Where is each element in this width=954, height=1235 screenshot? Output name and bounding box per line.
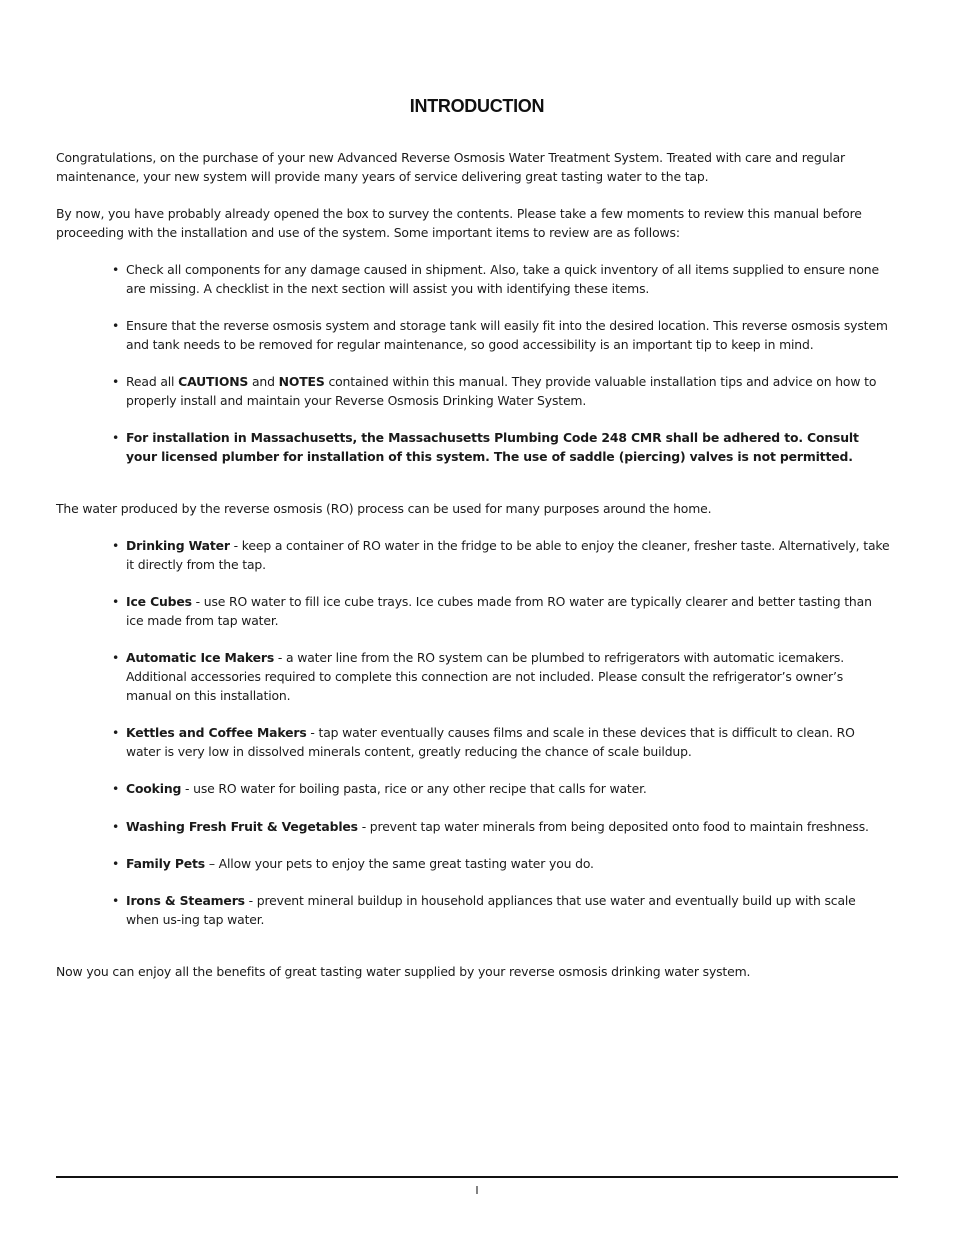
bullet-icon: • [112, 781, 120, 796]
review-item-text: Ensure that the reverse osmosis system and storage tank will easily fit into the desired location. This reverse osmosis system and tank needs to be removed for regular maintenance, so good accessibility is an important tip to keep in mind. [126, 318, 888, 352]
bullet-icon: • [112, 430, 120, 445]
closing-paragraph: Now you can enjoy all the benefits of great tasting water supplied by your reverse osmosis drinking water system. [56, 964, 751, 979]
bullet-icon: • [112, 374, 120, 389]
use-term: Automatic Ice Makers [126, 650, 275, 665]
uses-intro: The water produced by the reverse osmosis (RO) process can be used for many purposes around the home. [56, 501, 712, 516]
review-item-post: contained within this manual. They provide valuable installation tips and advice on how to properly install and maintain your Reverse Osmosis Drinking Water System. [126, 374, 877, 408]
use-desc: - prevent mineral buildup in household appliances that use water and eventually build up with scale when us-ing tap water. [126, 893, 856, 927]
page-number: I [475, 1184, 479, 1197]
use-desc: - use RO water to fill ice cube trays. Ice cubes made from RO water are typically clearer and better tasting than ice made from tap water. [126, 594, 872, 628]
footer-divider [56, 1176, 898, 1178]
use-desc: - keep a container of RO water in the fridge to be able to enjoy the cleaner, fresher taste. Alternatively, take it directly from the tap. [126, 538, 890, 572]
review-item-pre: Read all [126, 374, 179, 389]
use-item [112, 854, 892, 873]
review-item [112, 316, 892, 354]
cautions-label: CAUTIONS [178, 374, 249, 389]
use-term: Family Pets [126, 856, 206, 871]
bullet-icon: • [112, 856, 120, 871]
massachusetts-notice: For installation in Massachusetts, the Massachusetts Plumbing Code 248 CMR shall be adhered to. Consult your licensed plumber for installation of this system. The use of saddle (piercing) valves is not permitted. [126, 430, 859, 464]
review-item [112, 260, 892, 298]
use-term: Kettles and Coffee Makers [126, 725, 307, 740]
use-term: Cooking [126, 781, 182, 796]
use-term: Washing Fresh Fruit & Vegetables [126, 819, 358, 834]
bullet-icon: • [112, 262, 120, 277]
review-item [112, 428, 892, 466]
use-item [112, 648, 892, 705]
intro-paragraph-1: Congratulations, on the purchase of your new Advanced Reverse Osmosis Water Treatment System. Treated with care and regular maintenance, your new system will provide many years of service delivering great tasting water to the tap. [56, 150, 845, 184]
review-item-mid: and [248, 374, 279, 389]
bullet-icon: • [112, 594, 120, 609]
review-item-text [126, 372, 892, 410]
review-item-text: Check all components for any damage caused in shipment. Also, take a quick inventory of all items supplied to ensure none are missing. A checklist in the next section will assist you with identifying these items. [126, 262, 879, 296]
intro-paragraph-2: By now, you have probably already opened the box to survey the contents. Please take a few moments to review this manual before proceeding with the installation and use of the system. Some important items to review are as follows: [56, 206, 862, 240]
review-item [112, 372, 892, 410]
bullet-icon: • [112, 650, 120, 665]
page-title: INTRODUCTION [409, 96, 545, 116]
bullet-icon: • [112, 318, 120, 333]
use-desc: - use RO water for boiling pasta, rice or any other recipe that calls for water. [181, 781, 647, 796]
use-item [112, 536, 892, 574]
use-desc: – Allow your pets to enjoy the same great tasting water you do. [205, 856, 594, 871]
use-item [112, 592, 892, 630]
use-desc: - prevent tap water minerals from being deposited onto food to maintain freshness. [357, 819, 869, 834]
use-item [112, 779, 892, 798]
use-term: Drinking Water [126, 538, 230, 553]
bullet-icon: • [112, 893, 120, 908]
use-desc: - tap water eventually causes films and scale in these devices that is difficult to clean. RO water is very low in dissolved minerals content, greatly reducing the chance of scale buildup. [126, 725, 855, 759]
use-item [112, 723, 892, 761]
notes-label: NOTES [278, 374, 325, 389]
use-desc: - a water line from the RO system can be plumbed to refrigerators with automatic icemakers. Additional accessories required to complete this connection are not included. Please consult the refrigerator’s owner’s manual on this installation. [126, 650, 844, 703]
bullet-icon: • [112, 819, 120, 834]
bullet-icon: • [112, 538, 120, 553]
use-item [112, 891, 892, 929]
bullet-icon: • [112, 725, 120, 740]
use-term: Ice Cubes [126, 594, 192, 609]
use-item [112, 817, 892, 836]
use-term: Irons & Steamers [126, 893, 245, 908]
